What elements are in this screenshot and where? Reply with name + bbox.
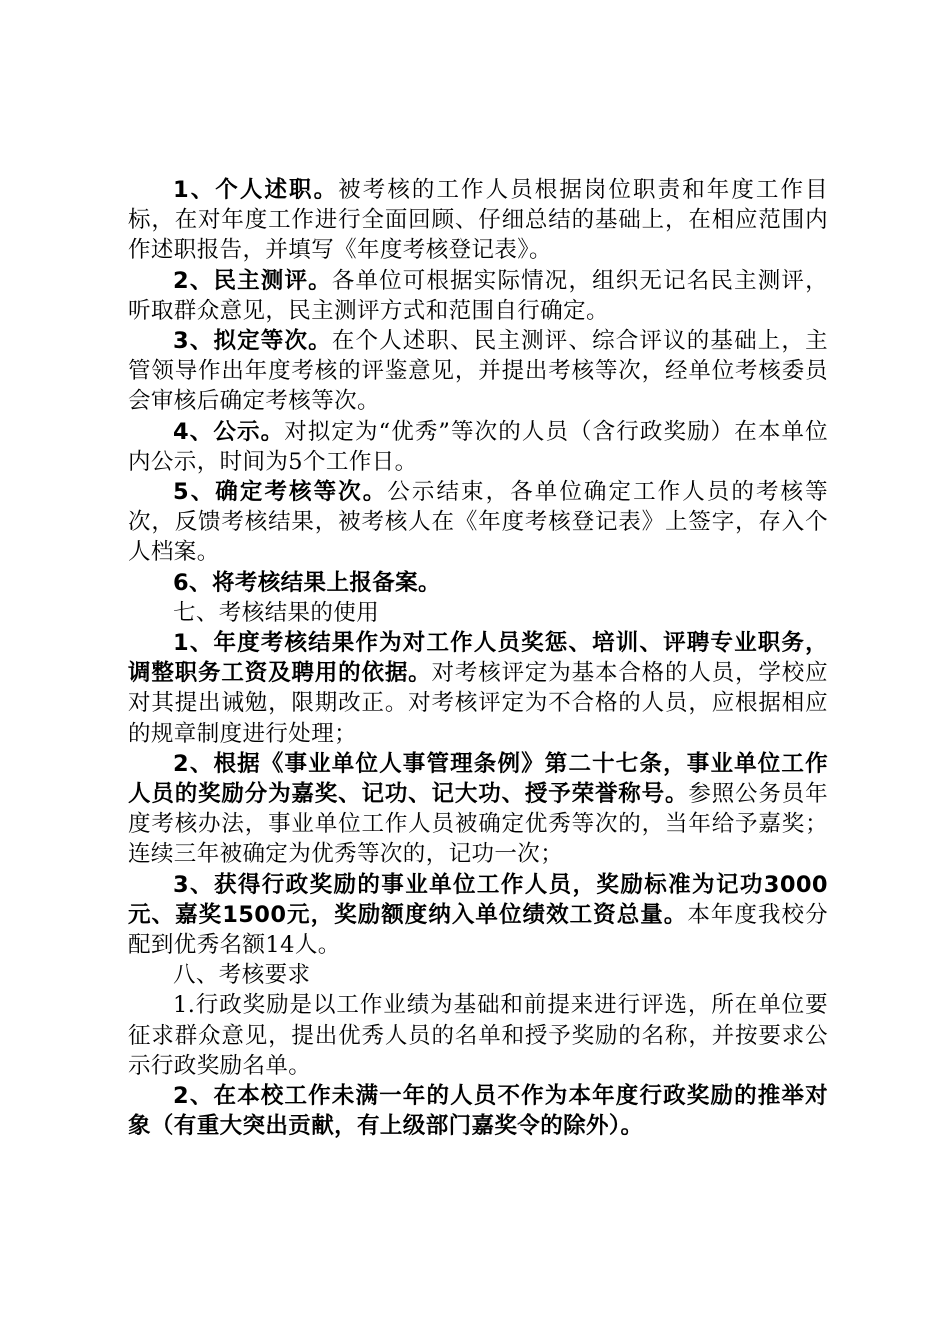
paragraph-results-basis [128, 628, 828, 749]
paragraph-lead: 5、确定考核等次。 [173, 479, 388, 506]
paragraph-lead: 1、年度考核结果作为对工作人员奖惩、培训、评聘专业职务，调整职务工资及聘用的依据。 [128, 630, 828, 687]
paragraph-text: 公示结束，各单位确定工作人员的考核等次，反馈考核结果，被考核人在《年度考核登记表》上签字，存入个人档案。 [128, 479, 828, 566]
paragraph-democratic-evaluation [128, 266, 828, 326]
paragraph-publicity [128, 417, 828, 477]
paragraph-text: 被考核的工作人员根据岗位职责和年度工作目标，在对年度工作进行全面回顾、仔细总结的基础上，在相应范围内作述职报告，并填写《年度考核登记表》。 [128, 177, 828, 264]
section-heading-requirements: 八、考核要求 [173, 962, 311, 989]
paragraph-text: 对考核评定为基本合格的人员，学校应对其提出诫勉，限期改正。对考核评定为不合格的人员，应根据相应的规章制度进行处理； [128, 660, 828, 747]
paragraph-reward-standard [128, 870, 828, 961]
paragraph-lead: 1、个人述职。 [173, 177, 339, 203]
paragraph-text: 1.行政奖励是以工作业绩为基础和前提来进行评选，所在单位要征求群众意见，提出优秀人员的名单和授予奖励的名称，并按要求公示行政奖励名单。 [128, 992, 828, 1079]
paragraph-proposed-grade [128, 326, 828, 417]
paragraph-text: 参照公务员年度考核办法，事业单位工作人员被确定优秀等次的，当年给予嘉奖；连续三年被确定为优秀等次的，记功一次； [128, 781, 828, 868]
paragraph-text: 在个人述职、民主测评、综合评议的基础上，主管领导作出年度考核的评鉴意见，并提出考核等次，经单位考核委员会审核后确定考核等次。 [128, 328, 828, 415]
paragraph-confirm-grade [128, 477, 828, 568]
paragraph-award-selection [128, 990, 828, 1081]
document-body [128, 175, 828, 1142]
paragraph-report-filing [128, 568, 828, 598]
paragraph-eligibility [128, 1081, 828, 1141]
section-heading-results-usage: 七、考核结果的使用 [173, 599, 380, 626]
paragraph-reward-regulation [128, 749, 828, 870]
paragraph-lead: 6、将考核结果上报备案。 [173, 569, 441, 596]
paragraph-lead: 3、拟定等次。 [173, 328, 332, 355]
paragraph-lead: 4、公示。 [173, 418, 285, 445]
paragraph-text: 对拟定为“优秀”等次的人员（含行政奖励）在本单位内公示，时间为5个工作日。 [128, 418, 829, 475]
paragraph-text: 各单位可根据实际情况，组织无记名民主测评，听取群众意见，民主测评方式和范围自行确定。 [128, 267, 828, 324]
paragraph-lead: 2、在本校工作未满一年的人员不作为本年度行政奖励的推举对象（有重大突出贡献，有上级部门嘉奖令的除外）。 [128, 1083, 828, 1140]
paragraph-lead: 3、获得行政奖励的事业单位工作人员，奖励标准为记功3000元、嘉奖1500元，奖励额度纳入单位绩效工资总量。 [128, 871, 828, 928]
paragraph-lead: 2、根据《事业单位人事管理条例》第二十七条，事业单位工作人员的奖励分为嘉奖、记功、记大功、授予荣誉称号。 [128, 750, 828, 808]
paragraph-lead: 2、民主测评。 [173, 267, 332, 294]
paragraph-personal-report [128, 175, 828, 266]
paragraph-text: 本年度我校分配到优秀名额14人。 [128, 901, 828, 959]
